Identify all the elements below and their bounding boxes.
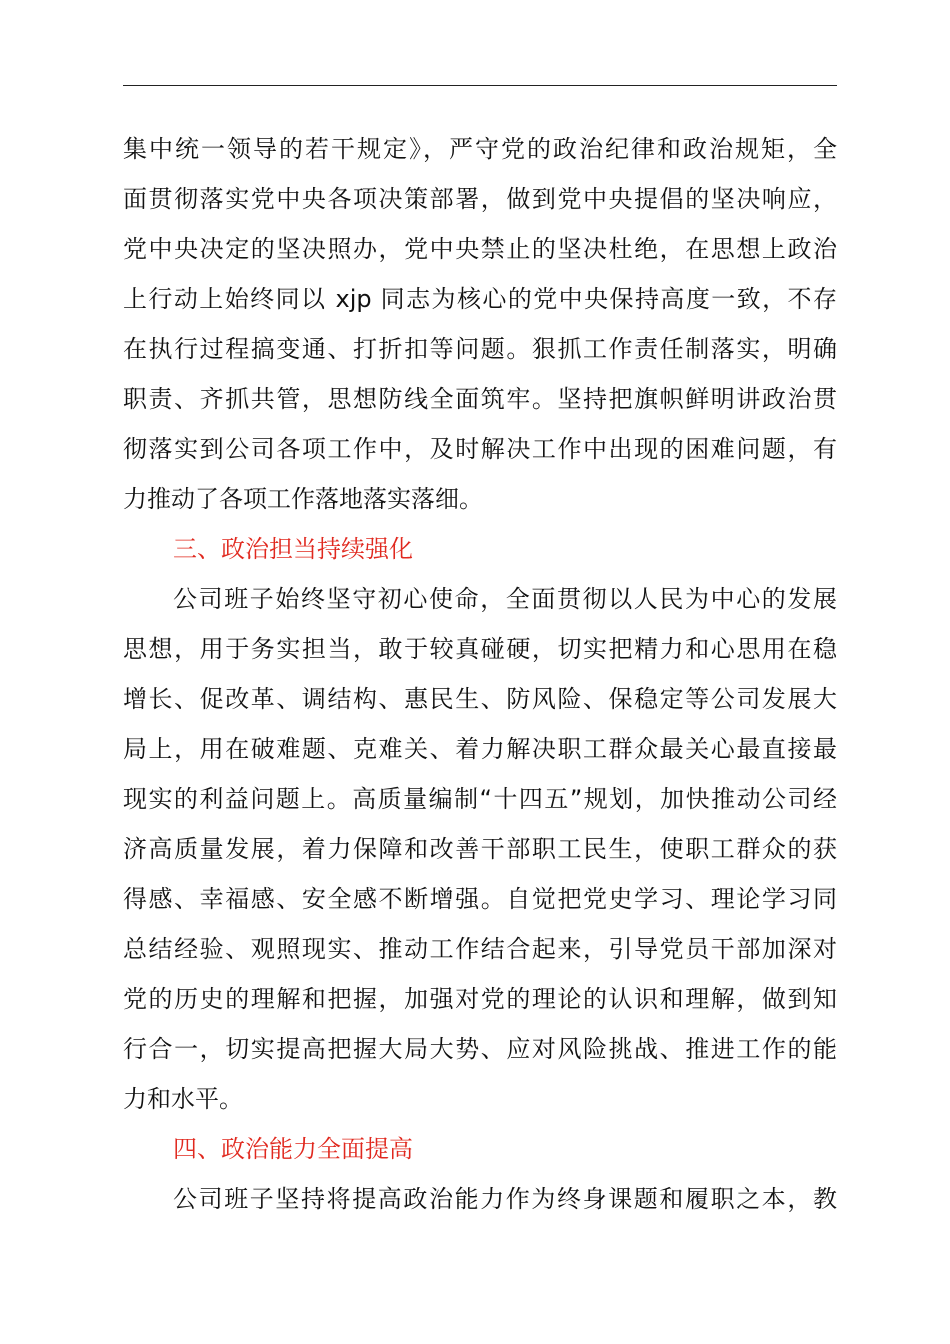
text-line: 公司班子坚持将提高政治能力作为终身课题和履职之本，教	[173, 1185, 837, 1213]
text-line: 职责、齐抓共管，思想防线全面筑牢。坚持把旗帜鲜明讲政治贯	[123, 385, 837, 413]
text-line: 行合一，切实提高把握大局大势、应对风险挑战、推进工作的能	[123, 1035, 837, 1063]
text-line: 总结经验、观照现实、推动工作结合起来，引导党员干部加深对	[123, 935, 837, 963]
text-line: 党中央决定的坚决照办，党中央禁止的坚决杜绝，在思想上政治	[123, 235, 837, 263]
text-line: 面贯彻落实党中央各项决策部署，做到党中央提倡的坚决响应，	[123, 185, 837, 213]
paragraph-3	[123, 1174, 837, 1224]
paragraph-2	[123, 574, 837, 1124]
text-line: 济高质量发展，着力保障和改善干部职工民生，使职工群众的获	[123, 835, 837, 863]
text-line: 力推动了各项工作落地落实落细。	[123, 485, 483, 513]
text-line: 力和水平。	[123, 1085, 243, 1113]
header-rule	[123, 85, 837, 86]
section-heading-3: 三、政治担当持续强化	[173, 535, 413, 563]
text-line: 集中统一领导的若干规定》，严守党的政治纪律和政治规矩，全	[123, 135, 837, 163]
text-line: 党的历史的理解和把握，加强对党的理论的认识和理解，做到知	[123, 985, 837, 1013]
text-line: 在执行过程搞变通、打折扣等问题。狠抓工作责任制落实，明确	[123, 335, 837, 363]
text-line: 增长、促改革、调结构、惠民生、防风险、保稳定等公司发展大	[123, 685, 837, 713]
document-body	[123, 124, 837, 1224]
paragraph-1	[123, 124, 837, 524]
text-line: 公司班子始终坚守初心使命，全面贯彻以人民为中心的发展	[173, 585, 837, 613]
text-line: 思想，用于务实担当，敢于较真碰硬，切实把精力和心思用在稳	[123, 635, 837, 663]
text-line: 彻落实到公司各项工作中，及时解决工作中出现的困难问题，有	[123, 435, 837, 463]
text-line: 局上，用在破难题、克难关、着力解决职工群众最关心最直接最	[123, 735, 837, 763]
text-line: 上行动上始终同以 xjp 同志为核心的党中央保持高度一致，不存	[123, 285, 837, 313]
text-line: 现实的利益问题上。高质量编制“十四五”规划，加快推动公司经	[123, 785, 837, 813]
text-line: 得感、幸福感、安全感不断增强。自觉把党史学习、理论学习同	[123, 885, 837, 913]
section-heading-4: 四、政治能力全面提高	[173, 1135, 413, 1163]
